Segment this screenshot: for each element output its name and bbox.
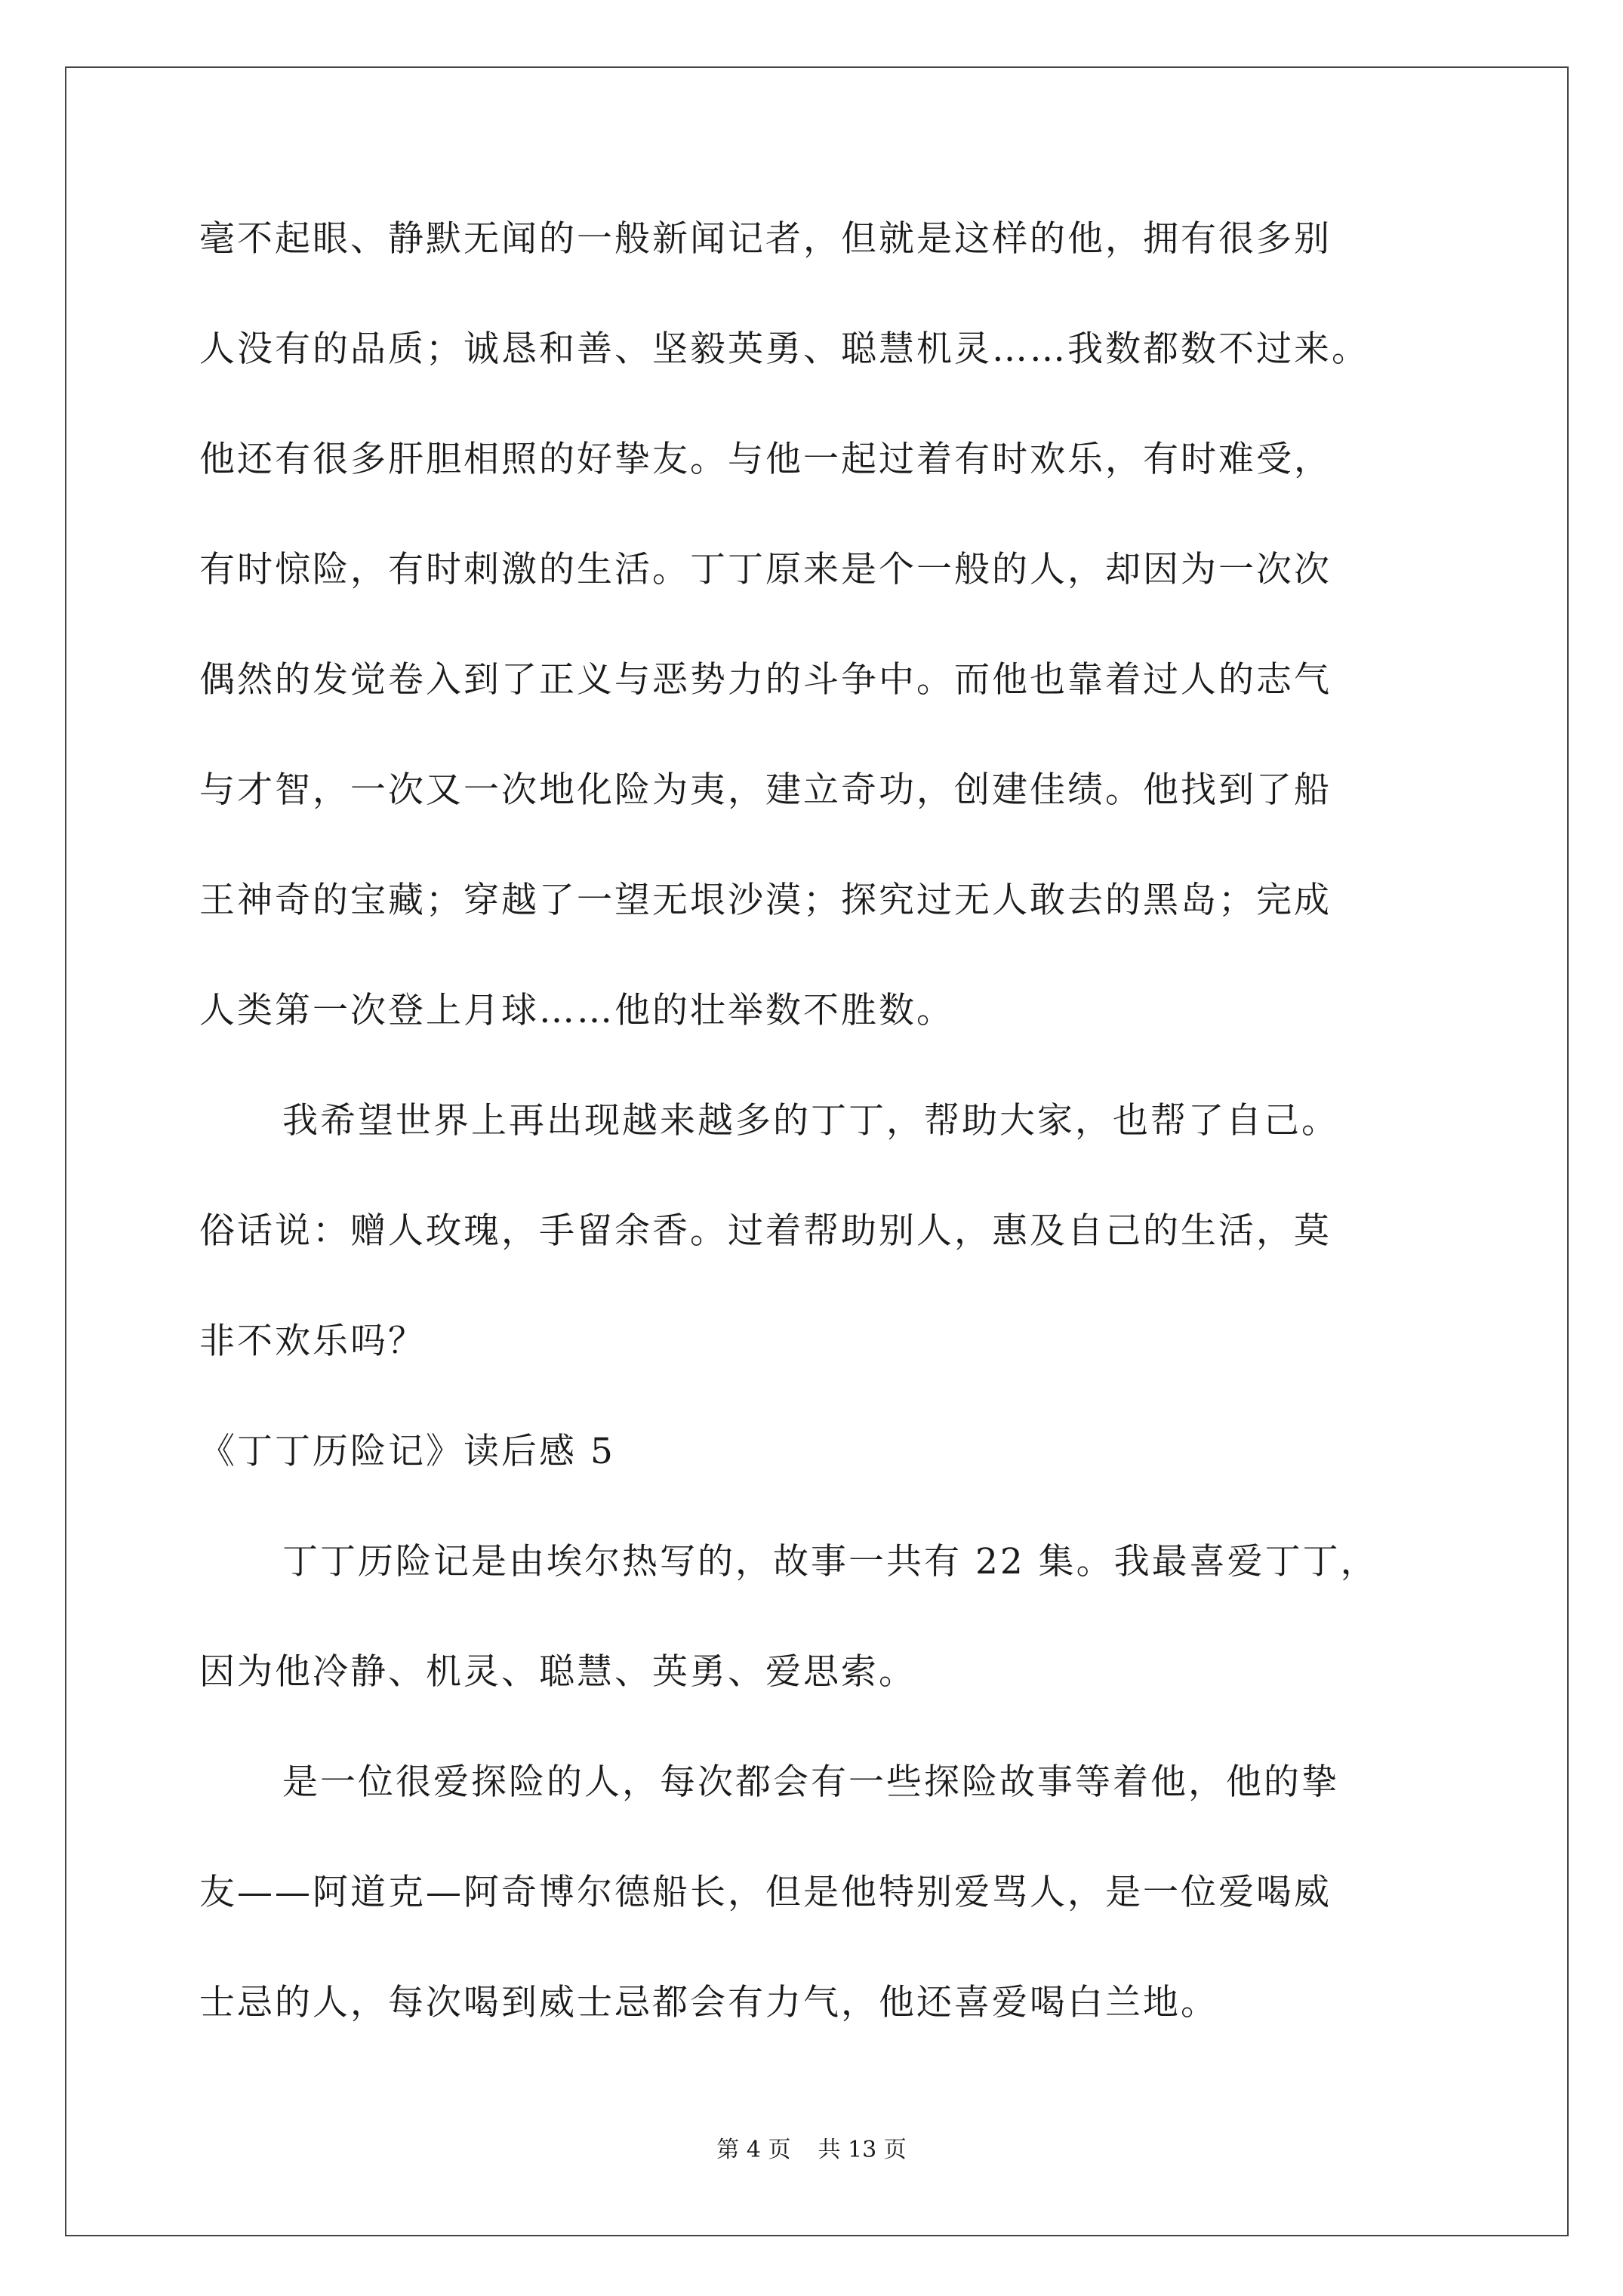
text-line: 非不欢乐吗？ xyxy=(199,1321,426,1362)
text-line: 因为他冷静、机灵、聪慧、英勇、爱思索。 xyxy=(199,1651,916,1693)
section-heading: 《丁丁历险记》读后感 5 xyxy=(199,1431,615,1472)
text-line: 偶然的发觉卷入到了正义与恶势力的斗争中。而他也靠着过人的志气 xyxy=(199,659,1332,701)
text-line: 丁丁历险记是由埃尔热写的，故事一共有 22 集。我最喜爱丁丁， xyxy=(282,1541,1378,1583)
text-line: 毫不起眼、静默无闻的一般新闻记者，但就是这样的他，拥有很多别 xyxy=(199,218,1332,260)
page-number-current: 第 4 页 xyxy=(716,2137,791,2163)
document-body xyxy=(199,220,1452,2094)
page-footer xyxy=(0,2131,1623,2164)
text-line: 友——阿道克—阿奇博尔德船长，但是他特别爱骂人，是一位爱喝威 xyxy=(199,1872,1332,1913)
text-line: 王神奇的宝藏；穿越了一望无垠沙漠；探究过无人敢去的黑岛；完成 xyxy=(199,880,1332,921)
text-line: 有时惊险，有时刺激的生活。丁丁原来是个一般的人，却因为一次次 xyxy=(199,549,1332,590)
text-line: 与才智，一次又一次地化险为夷，建立奇功，创建佳绩。他找到了船 xyxy=(199,769,1332,811)
page-number-total: 共 13 页 xyxy=(818,2137,907,2163)
text-line: 他还有很多肝胆相照的好挚友。与他一起过着有时欢乐，有时难受， xyxy=(199,439,1332,480)
text-line: 我希望世界上再出现越来越多的丁丁，帮助大家，也帮了自己。 xyxy=(282,1100,1339,1142)
text-line: 士忌的人，每次喝到威士忌都会有力气，他还喜爱喝白兰地。 xyxy=(199,1982,1218,2023)
text-line: 人没有的品质；诚恳和善、坚毅英勇、聪慧机灵……我数都数不过来。 xyxy=(199,328,1369,370)
text-line: 俗话说：赠人玫瑰，手留余香。过着帮助别人，惠及自己的生活，莫 xyxy=(199,1210,1332,1252)
text-line: 人类第一次登上月球……他的壮举数不胜数。 xyxy=(199,990,954,1031)
text-line: 是一位很爱探险的人，每次都会有一些探险故事等着他，他的挚 xyxy=(282,1761,1339,1803)
